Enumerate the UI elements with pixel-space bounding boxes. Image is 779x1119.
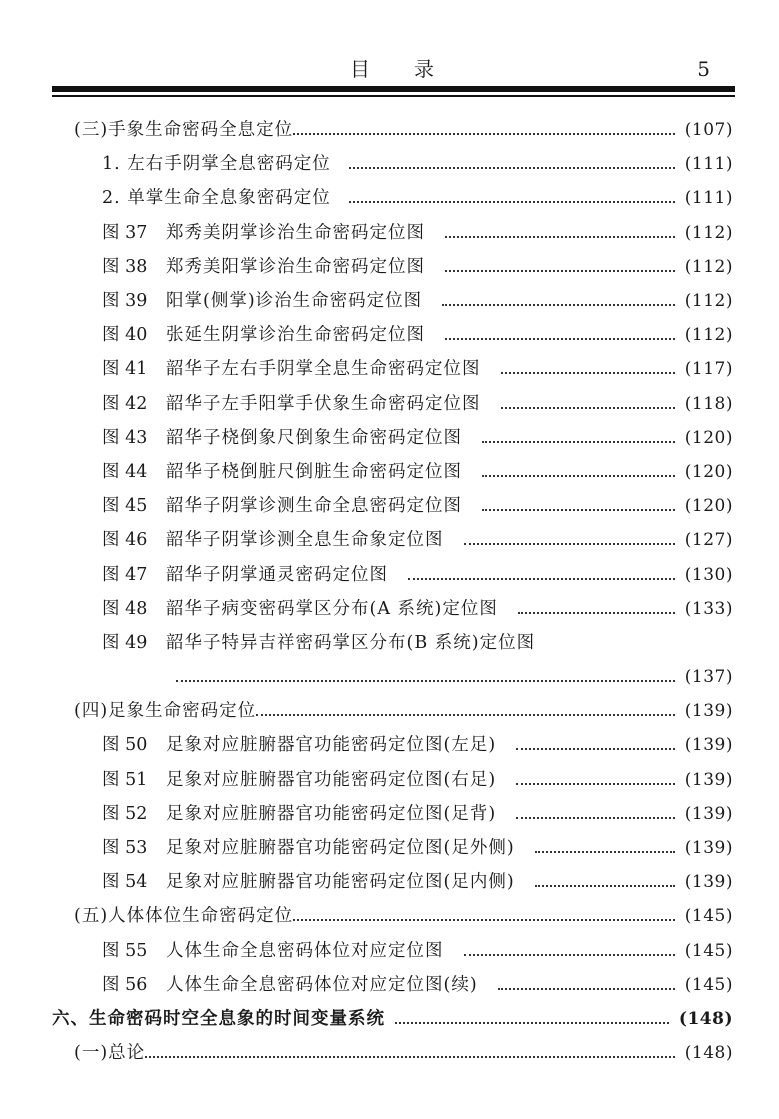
toc-entry-figure [0, 934, 779, 968]
toc-entry-figure [0, 557, 779, 591]
dot-leader [445, 270, 675, 272]
entry-title: 韶华子桡倒象尺倒象生命密码定位图 [166, 427, 462, 448]
toc-entry-figure [0, 387, 779, 421]
figure-number: 图 48 [102, 598, 148, 619]
dot-leader [516, 783, 675, 785]
dot-leader [464, 543, 675, 545]
figure-number: 图 39 [102, 291, 148, 312]
entry-title: (三)手象生命密码全息定位 [74, 120, 294, 141]
header-rule-thin [52, 95, 735, 97]
page-header [52, 56, 732, 82]
figure-number: 图 46 [102, 530, 148, 551]
dot-leader [408, 578, 675, 580]
table-of-contents [0, 113, 779, 1070]
toc-entry-subsection [0, 694, 779, 728]
dot-leader [256, 714, 675, 716]
toc-entry-figure [0, 831, 779, 865]
dot-leader [464, 954, 675, 956]
dot-leader [501, 407, 675, 409]
toc-entry-subsection [0, 899, 779, 933]
figure-number: 图 50 [102, 735, 148, 756]
entry-title: 足象对应脏腑器官功能密码定位图(足背) [166, 803, 497, 824]
dot-leader [535, 851, 675, 853]
dot-leader [498, 988, 675, 990]
toc-entry-figure [0, 797, 779, 831]
toc-entry-figure [0, 421, 779, 455]
entry-title: 2. 单掌生命全息象密码定位 [102, 188, 331, 209]
figure-number: 图 38 [102, 256, 148, 277]
entry-page: (120) [684, 461, 733, 482]
entry-page: (139) [684, 838, 733, 859]
entry-page: (137) [684, 667, 733, 688]
entry-page: (112) [684, 256, 733, 277]
entry-page: (127) [684, 530, 733, 551]
toc-entry-figure [0, 592, 779, 626]
figure-number: 图 54 [102, 872, 148, 893]
figure-number: 图 45 [102, 496, 148, 517]
entry-title: 足象对应脏腑器官功能密码定位图(左足) [166, 735, 497, 756]
entry-title: 1. 左右手阴掌全息密码定位 [102, 154, 331, 175]
figure-number: 图 55 [102, 940, 148, 961]
figure-number: 图 49 [102, 632, 148, 653]
entry-page: (148) [684, 1043, 733, 1064]
dot-leader [293, 133, 675, 135]
toc-entry-subsection [0, 113, 779, 147]
toc-entry-figure [0, 865, 779, 899]
toc-entry-figure [0, 284, 779, 318]
toc-entry-figure [0, 728, 779, 762]
entry-title: 足象对应脏腑器官功能密码定位图(足内侧) [166, 872, 515, 893]
entry-title: 足象对应脏腑器官功能密码定位图(右足) [166, 769, 497, 790]
entry-page: (139) [684, 735, 733, 756]
figure-number: 图 52 [102, 803, 148, 824]
entry-title: 郑秀美阴掌诊治生命密码定位图 [166, 222, 425, 243]
dot-leader [176, 680, 675, 682]
entry-title: 韶华子病变密码掌区分布(A 系统)定位图 [166, 598, 498, 619]
entry-title: 阳掌(侧掌)诊治生命密码定位图 [166, 291, 423, 312]
page-number: 5 [697, 57, 710, 81]
dot-leader [516, 748, 675, 750]
running-title: 目录 [350, 57, 478, 81]
entry-page: (112) [684, 222, 733, 243]
entry-title: 人体生命全息密码体位对应定位图(续) [166, 974, 478, 995]
dot-leader [395, 1022, 669, 1024]
figure-number: 图 41 [102, 359, 148, 380]
entry-title: 六、生命密码时空全息象的时间变量系统 [52, 1008, 385, 1029]
dot-leader [293, 919, 675, 921]
toc-entry-figure [0, 763, 779, 797]
entry-title: 人体生命全息密码体位对应定位图 [166, 940, 444, 961]
entry-title: 韶华子阴掌诊测全息生命象定位图 [166, 530, 444, 551]
toc-entry-figure [0, 523, 779, 557]
entry-page: (133) [684, 598, 733, 619]
dot-leader [535, 885, 675, 887]
entry-page: (139) [684, 803, 733, 824]
toc-entry-item [0, 147, 779, 181]
toc-entry-figure [0, 250, 779, 284]
dot-leader [442, 304, 675, 306]
entry-title: 郑秀美阳掌诊治生命密码定位图 [166, 256, 425, 277]
toc-entry-figure [0, 318, 779, 352]
dot-leader [445, 236, 675, 238]
entry-page: (112) [684, 291, 733, 312]
entry-page: (145) [684, 974, 733, 995]
toc-entry-figure [0, 489, 779, 523]
toc-entry-continuation [0, 660, 779, 694]
entry-page: (120) [684, 496, 733, 517]
entry-title: 韶华子阴掌诊测生命全息密码定位图 [166, 496, 462, 517]
entry-title: (五)人体体位生命密码定位 [74, 906, 294, 927]
dot-leader [145, 1056, 675, 1058]
entry-page: (117) [684, 359, 733, 380]
entry-page: (139) [684, 769, 733, 790]
figure-number: 图 43 [102, 427, 148, 448]
figure-number: 图 44 [102, 461, 148, 482]
entry-page: (139) [684, 701, 733, 722]
dot-leader [445, 338, 675, 340]
figure-number: 图 51 [102, 769, 148, 790]
entry-page: (112) [684, 325, 733, 346]
dot-leader [501, 372, 675, 374]
entry-page: (107) [684, 120, 733, 141]
entry-page: (111) [684, 188, 733, 209]
dot-leader [516, 817, 675, 819]
toc-entry-section [0, 1002, 779, 1036]
dot-leader [482, 475, 675, 477]
toc-entry-figure [0, 352, 779, 386]
entry-page: (118) [684, 393, 733, 414]
figure-number: 图 40 [102, 325, 148, 346]
entry-title: 韶华子左右手阴掌全息生命密码定位图 [166, 359, 481, 380]
dot-leader [518, 612, 675, 614]
figure-number: 图 53 [102, 838, 148, 859]
dot-leader [349, 201, 675, 203]
entry-title: 韶华子桡倒脏尺倒脏生命密码定位图 [166, 461, 462, 482]
toc-entry-figure [0, 216, 779, 250]
entry-title: 足象对应脏腑器官功能密码定位图(足外侧) [166, 838, 515, 859]
entry-page: (111) [684, 154, 733, 175]
figure-number: 图 56 [102, 974, 148, 995]
entry-page: (120) [684, 427, 733, 448]
toc-entry-subsection [0, 1036, 779, 1070]
toc-entry-figure [0, 626, 779, 660]
entry-title: 韶华子阴掌通灵密码定位图 [166, 564, 388, 585]
dot-leader [482, 509, 675, 511]
toc-entry-figure [0, 968, 779, 1002]
entry-page: (148) [678, 1008, 733, 1029]
entry-title: 韶华子左手阳掌手伏象生命密码定位图 [166, 393, 481, 414]
figure-number: 图 47 [102, 564, 148, 585]
entry-page: (130) [684, 564, 733, 585]
entry-page: (139) [684, 872, 733, 893]
toc-entry-item [0, 181, 779, 215]
header-rule-thick [52, 86, 735, 92]
entry-title: 张延生阴掌诊治生命密码定位图 [166, 325, 425, 346]
dot-leader [482, 441, 675, 443]
entry-title: (一)总论 [74, 1043, 146, 1064]
figure-number: 图 37 [102, 222, 148, 243]
entry-page: (145) [684, 940, 733, 961]
entry-title: (四)足象生命密码定位 [74, 701, 257, 722]
entry-title: 韶华子特异吉祥密码掌区分布(B 系统)定位图 [166, 632, 536, 653]
dot-leader [349, 167, 675, 169]
toc-entry-figure [0, 455, 779, 489]
figure-number: 图 42 [102, 393, 148, 414]
entry-page: (145) [684, 906, 733, 927]
